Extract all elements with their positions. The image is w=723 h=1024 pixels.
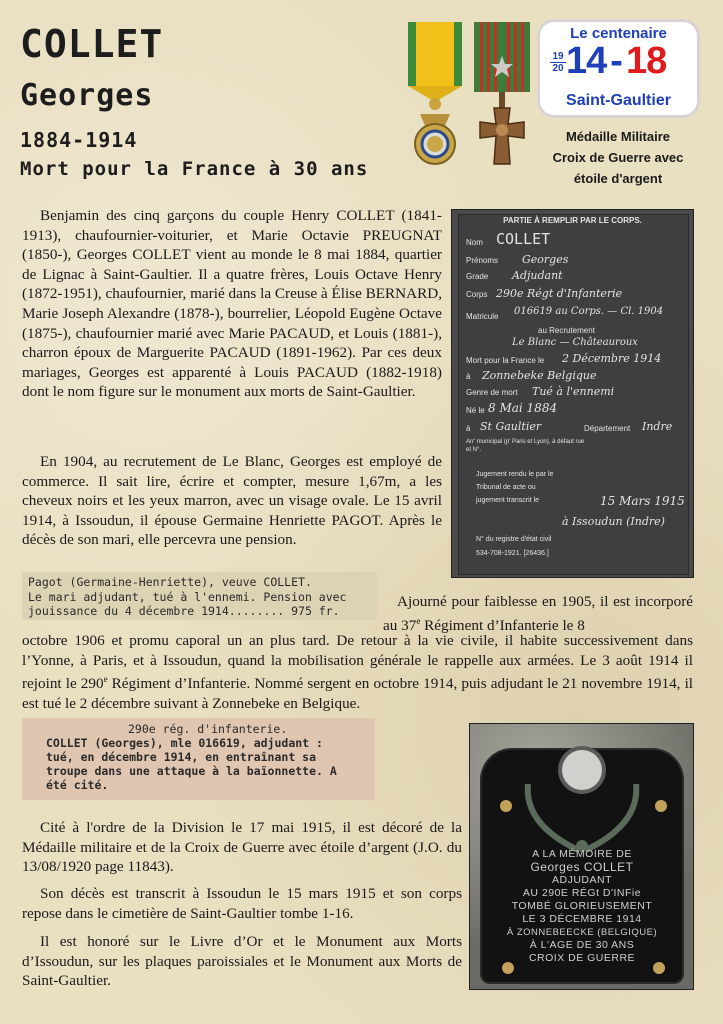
fiche-prenoms: Georges: [522, 253, 569, 266]
p3-first-end: Régiment d’Infanterie le 8: [420, 616, 585, 634]
fiche-registre: N° du registre d'état civil: [476, 536, 552, 543]
paragraph-service-first: [383, 592, 693, 635]
fiche-lieu: Zonnebeke Belgique: [482, 369, 597, 382]
medals-caption-line1: Médaille Militaire: [565, 129, 671, 144]
clip2-line5: été cité.: [46, 778, 109, 792]
plaque-line4: AU 290E RÉGt D'INFie: [522, 887, 642, 899]
clip2-line1: 290e rég. d'infanterie.: [128, 722, 288, 736]
plaque-bolt-icon: [655, 800, 667, 812]
pension-clipping: [22, 572, 377, 620]
clip1-line1: Pagot (Germaine-Henriette), veuve COLLET.: [28, 575, 312, 589]
medals-caption: [536, 126, 700, 189]
fiche-lieu-transcription: à Issoudun (Indre): [562, 515, 665, 528]
logo-years: [566, 40, 691, 83]
fiche-nom-label: Nom: [466, 238, 483, 247]
plaque-line8: À L'AGE DE 30 ANS: [529, 939, 635, 951]
fiche-mort-label: Mort pour la France le: [466, 356, 545, 365]
logo-year-right: 18: [625, 40, 667, 82]
fiche-lieu-naiss: St Gaultier: [480, 420, 542, 433]
logo-small-years: [550, 51, 566, 74]
paragraph-honors: Il est honoré sur le Livre d’Or et le Monument aux Morts d’Issoudun, sur les plaques paroissiales et le Monument aux Morts de Saint-Gaultier.: [22, 933, 462, 990]
fiche-matricule: 016619 au Corps. — Cl. 1904: [514, 306, 664, 317]
fiche-footer: 534-708-1921. [26436.]: [476, 550, 549, 557]
croix-de-guerre-icon: [472, 22, 532, 172]
plaque-line6: LE 3 DÉCEMBRE 1914: [522, 913, 642, 925]
paragraph-family: Benjamin des cinq garçons du couple Henry COLLET (1841-1913), chaufournier-voiturier, et Marie Octavie PREUGNAT (1850-), Georges COLLET vient au monde le 8 mai 1884, quartier de Lignac à Saint-Gaultier. Il a quatre frères, Louis Octave Henry (1872-1951), chaufournier, marié dans la Creuse à Élise BERNARD, Marie Joseph Alexandre (1878-), bourrelier, Léopold Eugène Octave (1875-), chaufournier marié avec Marie PACAUD, et Louis (1881-), charron époux de Marguerite PACAUD (1891-1962). Par ces deux mariages, Georges est apparenté à Louis PACAUD (1882-1918) dont le nom figure sur le monument aux morts de Saint-Gaultier.: [22, 207, 442, 401]
fiche-header: PARTIE À REMPLIR PAR LE CORPS.: [503, 216, 642, 225]
fiche-ne: 8 Mai 1884: [488, 401, 558, 415]
laurel-wreath-icon: [518, 774, 646, 854]
medals-caption-line3: étoile d'argent: [573, 171, 663, 186]
life-years: 1884-1914: [20, 128, 138, 152]
logo-town: Saint-Gaultier: [566, 92, 671, 109]
fiche-mort: 2 Décembre 1914: [562, 352, 662, 365]
fiche-recrutement: Le Blanc — Châteauroux: [512, 337, 638, 348]
centenaire-logo: [540, 22, 697, 115]
fiche-a-label: à: [466, 372, 471, 381]
fiche-corps-label: Corps: [466, 290, 488, 299]
fiche-a2-label: à: [466, 424, 471, 433]
logo-year-left: 14: [566, 40, 607, 82]
clip2-line3: tué, en décembre 1914, en entraînant sa: [46, 750, 317, 764]
fiche-grade: Adjudant: [512, 269, 563, 282]
p3-first-sup: e: [416, 615, 421, 626]
logo-small-bottom: 20: [552, 63, 564, 74]
plaque-bolt-icon: [500, 800, 512, 812]
clip1-line2: Le mari adjudant, tué à l'ennemi. Pension avec: [28, 589, 347, 604]
medals-caption-line2: Croix de Guerre avec: [552, 150, 684, 165]
fiche-dept: Indre: [642, 420, 673, 433]
fiche-mort-photo: [452, 210, 693, 577]
paragraph-burial: Son décès est transcrit à Issoudun le 15 mars 1915 et son corps repose dans le cimetière de Saint-Gaultier tombe 1-16.: [22, 885, 462, 922]
p3-rest-sup: e: [103, 674, 108, 685]
logo-title: Le centenaire: [570, 25, 667, 42]
surname-title: COLLET: [20, 22, 164, 66]
fiche-nom: COLLET: [496, 230, 551, 248]
citation-clipping: [22, 718, 375, 800]
clip1-line3: jouissance du 4 décembre 1914........ 975 fr.: [28, 604, 340, 618]
fiche-corps: 290e Régt d'Infanterie: [496, 287, 623, 300]
plaque-text: [484, 848, 680, 965]
fiche-ne-label: Né le: [466, 406, 485, 415]
plaque-line5: TOMBÉ GLORIEUSEMENT: [511, 900, 653, 912]
fiche-transcrit: 15 Mars 1915: [600, 494, 685, 508]
clip2-line2: COLLET (Georges), mle 016619, adjudant :: [46, 736, 323, 750]
fiche-grade-label: Grade: [466, 272, 489, 281]
logo-dash: -: [610, 40, 622, 82]
memorial-plaque-photo: [470, 724, 693, 989]
paragraph-service-rest: [22, 631, 693, 713]
fiche-recrutement-label: au Recrutement: [538, 326, 595, 335]
paragraph-recruitment: En 1904, au recrutement de Le Blanc, Georges est employé de commerce. Il sait lire, écrire et compter, mesure 1,67m, a les cheveux noirs et les yeux marron, avec un visage ovale. Le 15 avril 1914, à Issoudun, il épouse Germaine Henriette PAGOT. Après le décès de son mari, elle percevra une pension.: [22, 453, 442, 549]
firstname-title: Georges: [20, 78, 154, 113]
fiche-arr-label: Arr' municipal (p' Paris et Lyon), à défaut rue et N°.: [466, 439, 585, 453]
p3-rest-a: octobre 1906 et promu caporal un an plus tard. De retour à la vie civile, il habite successivement dans l’Yonne, à Paris, et à Issoudun, quand la mobilisation générale le rappelle aux armées. Le 3 août 1914 il rejoint le 290: [22, 632, 693, 693]
plaque-line9: CROIX DE GUERRE: [528, 952, 636, 964]
fiche-genre-label: Genre de mort: [466, 388, 518, 397]
plaque-line3: ADJUDANT: [551, 874, 612, 886]
fiche-jugement: Jugement rendu le par le Tribunal de acte ou jugement transcrit le: [476, 471, 554, 504]
fiche-prenoms-label: Prénoms: [466, 256, 499, 265]
plaque-line7: À ZONNEBEECKE (BELGIQUE): [506, 927, 658, 938]
medaille-militaire-icon: [404, 22, 466, 172]
plaque-line2: Georges COLLET: [530, 860, 634, 874]
fiche-genre: Tué à l'ennemi: [532, 385, 615, 398]
p3-rest-b: Régiment d’Infanterie. Nommé sergent en octobre 1914, puis adjudant le 21 novembre 1914, il est tué le 2 décembre suivant à Zonnebeke en Belgique.: [22, 675, 694, 712]
fiche-dept-label: Département: [584, 424, 631, 433]
paragraph-decorations: Cité à l'ordre de la Division le 17 mai 1915, il est décoré de la Médaille militaire et de la Croix de Guerre avec étoile d’argent (J.O. du 13/08/1920 page 11843).: [22, 819, 462, 876]
p3-first-text: Ajourné pour faiblesse en 1905, il est incorporé au 37: [383, 593, 693, 634]
logo-small-top: 19: [550, 51, 566, 63]
clip2-line4: troupe dans une attaque à la baïonnette. A: [46, 764, 337, 778]
death-subtitle: Mort pour la France à 30 ans: [20, 158, 369, 180]
plaque-line1: A LA MÉMOIRE DE: [532, 848, 632, 860]
fiche-matricule-label: Matricule: [466, 312, 499, 321]
